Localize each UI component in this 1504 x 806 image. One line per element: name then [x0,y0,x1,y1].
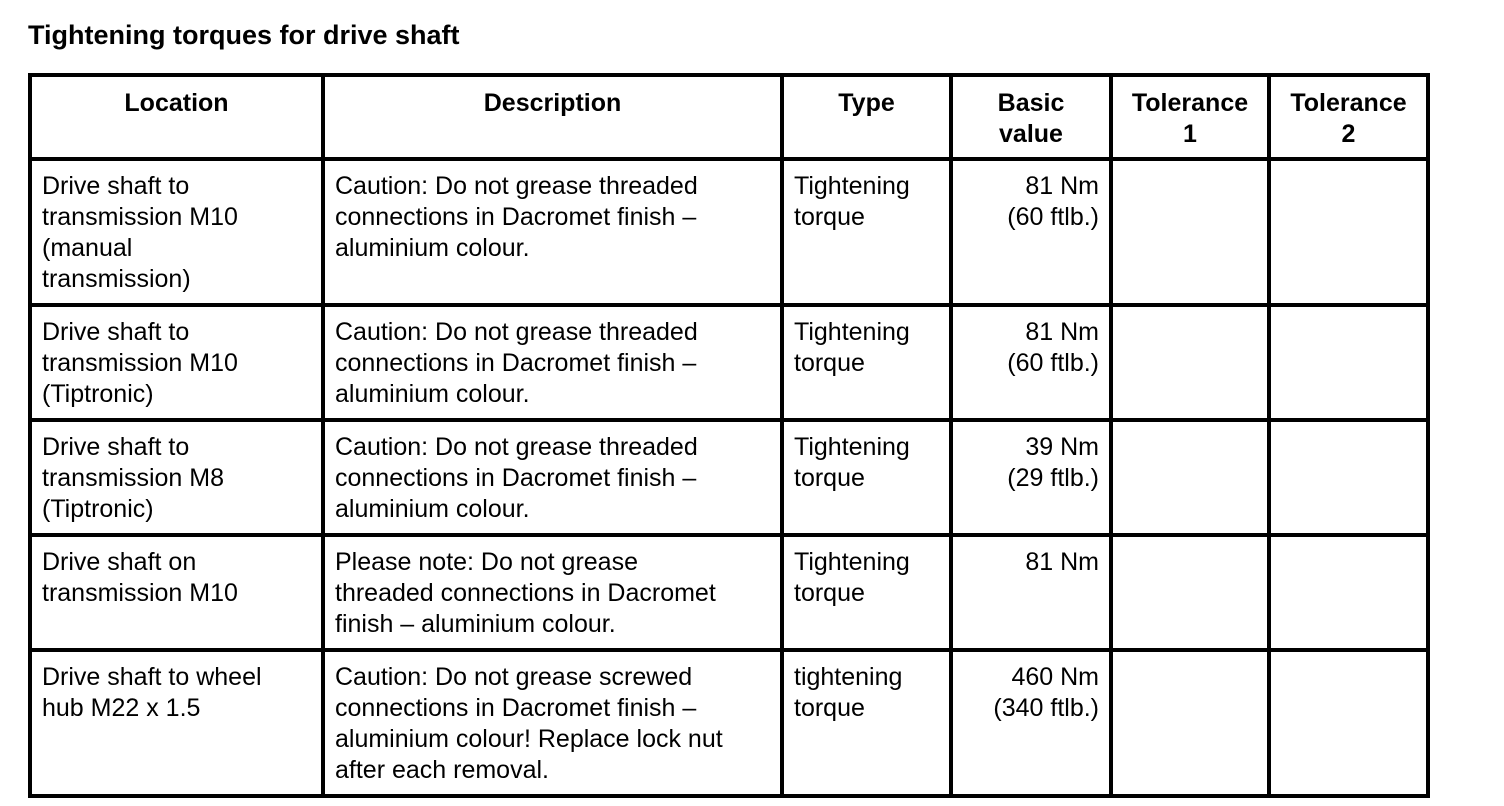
basic-value-cell: 81 Nm (60 ftlb.) [951,159,1111,305]
type-cell: Tightening torque [782,305,951,420]
location-cell: Drive shaft to transmission M10 (manual transmission) [30,159,323,305]
basic-value-cell: 81 Nm [951,535,1111,650]
description-cell: Caution: Do not grease threaded connections in Dacromet finish – aluminium colour. [323,305,782,420]
type-cell: Tightening torque [782,420,951,535]
description-cell: Caution: Do not grease threaded connections in Dacromet finish – aluminium colour. [323,159,782,305]
tolerance-1-cell [1111,305,1269,420]
basic-value-cell: 460 Nm (340 ftlb.) [951,650,1111,796]
tolerance-2-cell [1269,159,1428,305]
basic-value-cell: 39 Nm (29 ftlb.) [951,420,1111,535]
location-cell: Drive shaft to transmission M10 (Tiptronic) [30,305,323,420]
header-location: Location [30,75,323,159]
table-header-row [30,75,1428,159]
type-cell: Tightening torque [782,535,951,650]
header-description: Description [323,75,782,159]
table-row [30,305,1428,420]
page-title: Tightening torques for drive shaft [28,20,460,50]
location-cell: Drive shaft to wheel hub M22 x 1.5 [30,650,323,796]
table-row [30,535,1428,650]
header-tolerance-2: Tolerance 2 [1269,75,1428,159]
tolerance-2-cell [1269,535,1428,650]
tolerance-2-cell [1269,305,1428,420]
location-cell: Drive shaft to transmission M8 (Tiptronic) [30,420,323,535]
tolerance-2-cell [1269,420,1428,535]
tolerance-2-cell [1269,650,1428,796]
type-cell: Tightening torque [782,159,951,305]
location-cell: Drive shaft on transmission M10 [30,535,323,650]
header-type: Type [782,75,951,159]
torque-table [28,73,1430,798]
tolerance-1-cell [1111,159,1269,305]
description-cell: Please note: Do not grease threaded connections in Dacromet finish – aluminium colour. [323,535,782,650]
basic-value-cell: 81 Nm (60 ftlb.) [951,305,1111,420]
header-tolerance-1: Tolerance 1 [1111,75,1269,159]
tolerance-1-cell [1111,535,1269,650]
tolerance-1-cell [1111,650,1269,796]
header-basic-value: Basic value [951,75,1111,159]
type-cell: tightening torque [782,650,951,796]
table-row [30,650,1428,796]
tolerance-1-cell [1111,420,1269,535]
table-row [30,420,1428,535]
table-row [30,159,1428,305]
description-cell: Caution: Do not grease threaded connections in Dacromet finish – aluminium colour. [323,420,782,535]
description-cell: Caution: Do not grease screwed connections in Dacromet finish – aluminium colour! Replace lock nut after each removal. [323,650,782,796]
